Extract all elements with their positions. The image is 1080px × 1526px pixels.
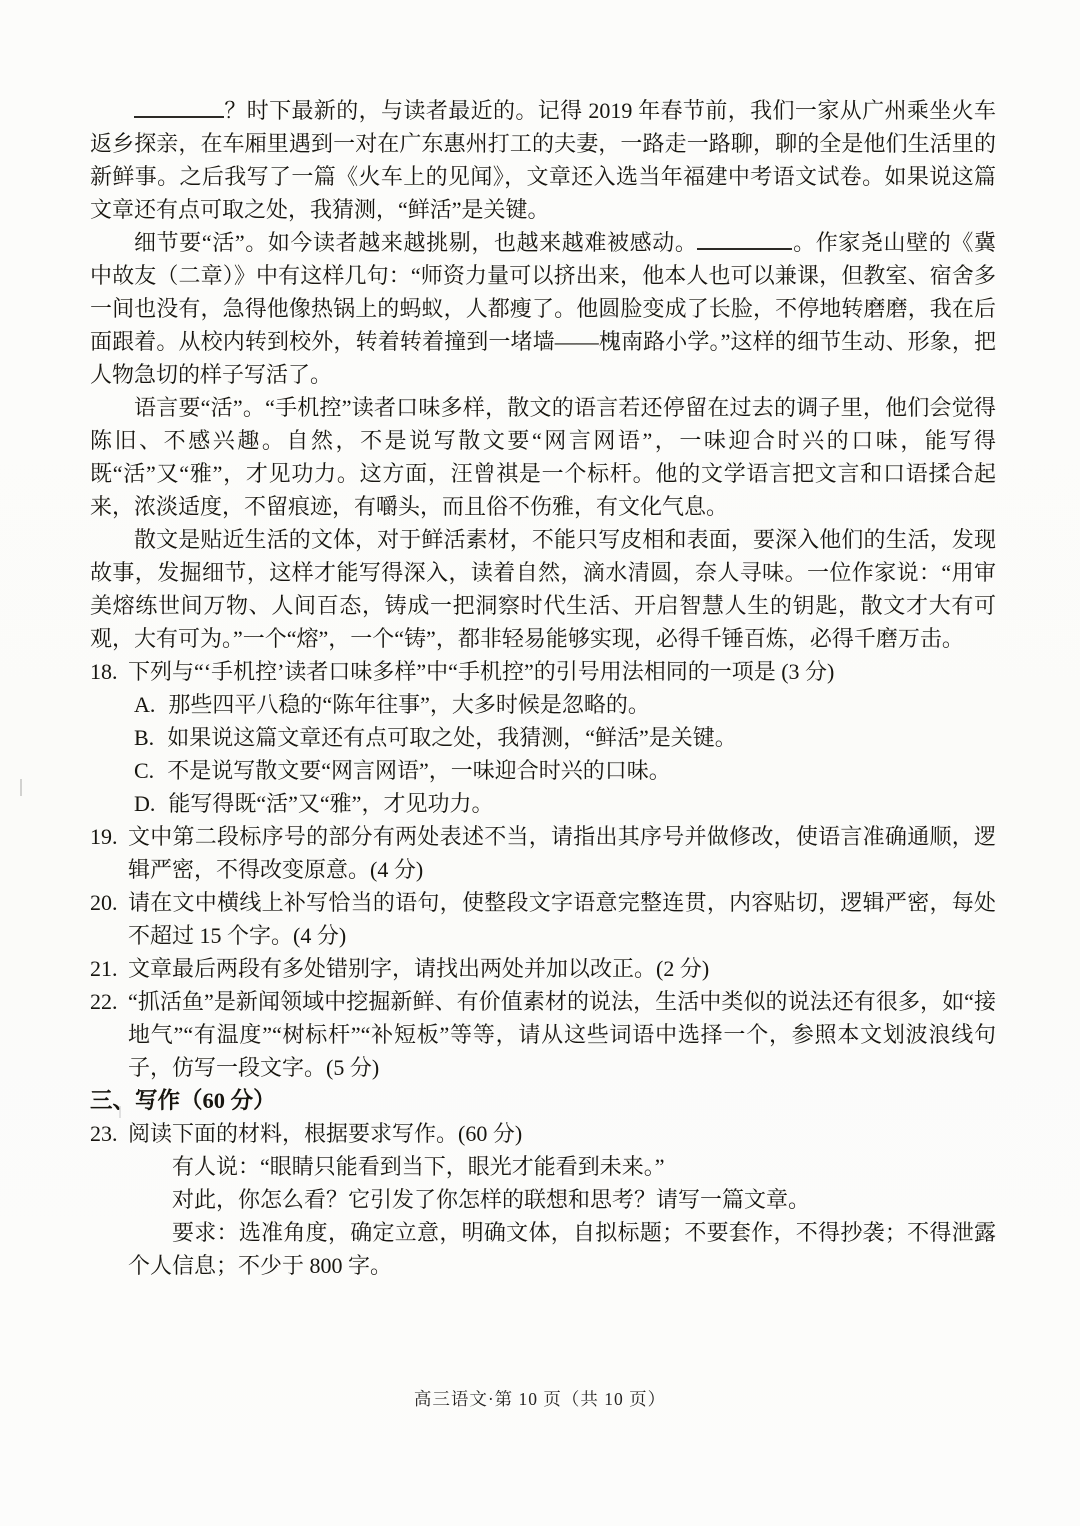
- question-21-number: 21.: [90, 956, 118, 981]
- option-b-label: B.: [134, 725, 155, 750]
- question-21: [90, 952, 996, 985]
- option-c-label: C.: [134, 758, 155, 783]
- option-c: [134, 754, 996, 787]
- question-18-options: [128, 688, 996, 820]
- question-23: [90, 1117, 996, 1282]
- essay-paragraph-1: [90, 94, 996, 226]
- option-d-label: D.: [134, 791, 156, 816]
- essay-paragraph-4: 散文是贴近生活的文体，对于鲜活素材，不能只写皮相和表面，要深入他们的生活，发现故事，发掘细节，这样才能写得深入，读着自然，滴水清圆，奈人寻味。一位作家说：“用审美熔练世间万物、人间百态，铸成一把洞察时代生活、开启智慧人生的钥匙，散文才大有可观，大有可为。”一个“熔”，一个“铸”，都非轻易能够实现，必得千锤百炼，必得千磨万击。: [90, 527, 996, 651]
- material-quote: 有人说：“眼睛只能看到当下，眼光才能看到未来。”: [172, 1154, 665, 1179]
- option-a: [134, 688, 996, 721]
- fill-in-blank-1: [134, 97, 224, 118]
- scan-artifact-mark: [119, 1106, 121, 1118]
- essay-text-2b: 。作家尧山壁的《冀中故友（二章）》中有这样几句：“师资力量可以挤出来，他本人也可以兼课，但教室、宿舍多一间也没有，急得他像热锅上的蚂蚁，人都瘦了。他圆脸变成了长脸，不停地转磨磨，我在后面跟着。从校内转到校外，转着转着撞到一堵墙——槐南路小学。”这样的细节生动、形象，把人物急切的样子写活了。: [90, 230, 996, 387]
- page-footer: 高三语文·第 10 页（共 10 页）: [413, 1389, 667, 1409]
- question-18-stem: 下列与“‘手机控’读者口味多样”中“手机控”的引号用法相同的一项是 (3 分): [128, 659, 835, 684]
- option-c-text: 不是说写散文要“网言网语”，一味迎合时兴的口味。: [167, 758, 671, 783]
- question-19-number: 19.: [90, 824, 118, 849]
- essay-text-2a: 细节要“活”。如今读者越来越挑剔，也越来越难被感动。: [134, 230, 698, 255]
- question-22-stem: “抓活鱼”是新闻领域中挖掘新鲜、有价值素材的说法，生活中类似的说法还有很多，如“接地气”“有温度”“树标杆”“补短板”等等，请从这些词语中选择一个，参照本文划波浪线句子，仿写一段文字。(5 分): [128, 989, 996, 1080]
- question-23-stem: 阅读下面的材料，根据要求写作。(60 分): [128, 1121, 523, 1146]
- question-22-number: 22.: [90, 989, 118, 1014]
- question-18-number: 18.: [90, 659, 118, 684]
- essay-paragraph-3: 语言要“活”。“手机控”读者口味多样，散文的语言若还停留在过去的调子里，他们会觉得陈旧、不感兴趣。自然，不是说写散文要“网言网语”，一味迎合时兴的口味，能写得既“活”又“雅”，才见功力。这方面，汪曾祺是一个标杆。他的文学语言把文言和口语揉合起来，浓淡适度，不留痕迹，有嚼头，而且俗不伤雅，有文化气息。: [90, 395, 996, 519]
- option-a-label: A.: [134, 692, 156, 717]
- question-21-stem: 文章最后两段有多处错别字，请找出两处并加以改正。(2 分): [128, 956, 710, 981]
- question-18: [90, 655, 996, 820]
- option-d-text: 能写得既“活”又“雅”，才见功力。: [168, 791, 494, 816]
- material-requirements: 要求：选准角度，确定立意，明确文体，自拟标题；不要套作，不得抄袭；不得泄露个人信息；不少于 800 字。: [128, 1220, 996, 1278]
- fill-in-blank-2: [697, 229, 792, 250]
- option-b-text: 如果说这篇文章还有点可取之处，我猜测，“鲜活”是关键。: [167, 725, 737, 750]
- question-23-number: 23.: [90, 1121, 118, 1146]
- question-20-number: 20.: [90, 890, 118, 915]
- section-heading-writing: 三、写作（60 分）: [90, 1088, 276, 1113]
- scan-artifact-mark: [20, 779, 22, 796]
- question-19: [90, 820, 996, 886]
- option-a-text: 那些四平八稳的“陈年往事”，大多时候是忽略的。: [168, 692, 650, 717]
- material-question: 对此，你怎么看？它引发了你怎样的联想和思考？请写一篇文章。: [172, 1187, 811, 1212]
- question-20-stem: 请在文中横线上补写恰当的语句，使整段文字语意完整连贯，内容贴切，逻辑严密，每处不超过 15 个字。(4 分): [128, 890, 996, 948]
- question-22: [90, 985, 996, 1084]
- option-b: [134, 721, 996, 754]
- question-19-stem: 文中第二段标序号的部分有两处表述不当，请指出其序号并做修改，使语言准确通顺，逻辑严密，不得改变原意。(4 分): [128, 824, 996, 882]
- essay-text-1: ？时下最新的，与读者最近的。记得 2019 年春节前，我们一家从广州乘坐火车返乡探亲，在车厢里遇到一对在广东惠州打工的夫妻，一路走一路聊，聊的全是他们生活里的新鲜事。之后我写了一篇《火车上的见闻》，文章还入选当年福建中考语文试卷。如果说这篇文章还有点可取之处，我猜测，“鲜活”是关键。: [90, 98, 996, 222]
- page-content: [90, 94, 996, 1282]
- option-d: [134, 787, 996, 820]
- question-20: [90, 886, 996, 952]
- essay-paragraph-2: [90, 226, 996, 391]
